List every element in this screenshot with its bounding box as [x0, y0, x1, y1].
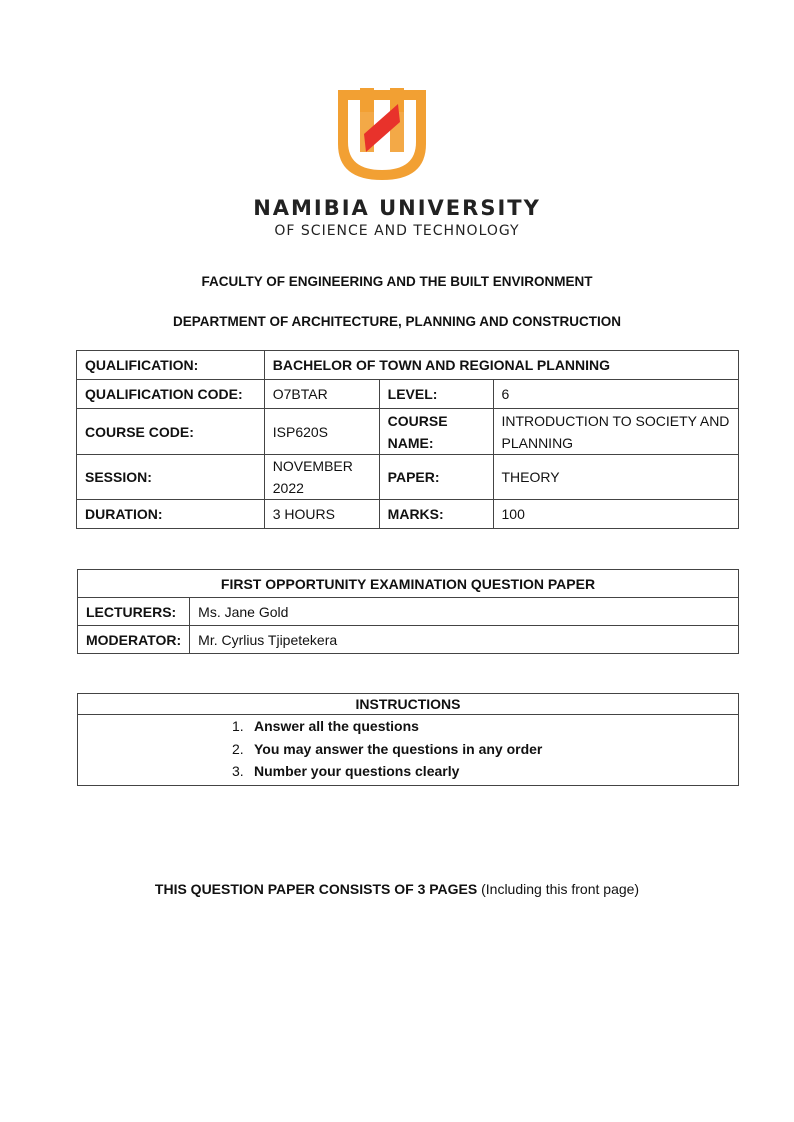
list-item: 3. Number your questions clearly — [232, 763, 460, 779]
course-details-table — [76, 350, 739, 529]
examiners-table — [77, 569, 739, 654]
marks-value: 100 — [493, 500, 739, 529]
page-count-note-normal: (Including this front page) — [481, 881, 640, 897]
instructions-list — [78, 715, 738, 785]
qualification-value: BACHELOR OF TOWN AND REGIONAL PLANNING — [264, 351, 738, 380]
faculty-heading: FACULTY OF ENGINEERING AND THE BUILT ENVIRONMENT — [201, 274, 593, 289]
page-count-note — [0, 881, 794, 897]
university-name: NAMIBIA UNIVERSITY — [253, 196, 541, 220]
session-label: SESSION: — [77, 455, 265, 500]
duration-label: DURATION: — [77, 500, 265, 529]
course-name-value: INTRODUCTION TO SOCIETY AND PLANNING — [493, 409, 739, 455]
moderator-label: MODERATOR: — [78, 626, 190, 654]
list-item: 1. Answer all the questions — [232, 718, 419, 734]
instructions-title: INSTRUCTIONS — [78, 694, 739, 715]
course-name-label: COURSE NAME: — [379, 409, 493, 455]
moderator-value: Mr. Cyrlius Tjipetekera — [190, 626, 739, 654]
session-value: NOVEMBER 2022 — [264, 455, 379, 500]
qualification-label: QUALIFICATION: — [77, 351, 265, 380]
lecturers-value: Ms. Jane Gold — [190, 598, 739, 626]
level-value: 6 — [493, 380, 739, 409]
course-code-value: ISP620S — [264, 409, 379, 455]
list-item: 2. You may answer the questions in any order — [232, 740, 543, 757]
exam-title: FIRST OPPORTUNITY EXAMINATION QUESTION PAPER — [78, 570, 739, 598]
department-heading: DEPARTMENT OF ARCHITECTURE, PLANNING AND CONSTRUCTION — [173, 314, 621, 329]
duration-value: 3 HOURS — [264, 500, 379, 529]
paper-label: PAPER: — [379, 455, 493, 500]
paper-value: THEORY — [493, 455, 739, 500]
course-code-label: COURSE CODE: — [77, 409, 265, 455]
qualification-code-label: QUALIFICATION CODE: — [77, 380, 265, 409]
qualification-code-value: O7BTAR — [264, 380, 379, 409]
university-logo — [334, 82, 430, 182]
page-count-bold: THIS QUESTION PAPER CONSISTS OF 3 PAGES — [154, 881, 478, 897]
lecturers-label: LECTURERS: — [78, 598, 190, 626]
level-label: LEVEL: — [379, 380, 493, 409]
instructions-table — [77, 693, 739, 786]
marks-label: MARKS: — [379, 500, 493, 529]
university-subtitle: OF SCIENCE AND TECHNOLOGY — [274, 223, 520, 239]
